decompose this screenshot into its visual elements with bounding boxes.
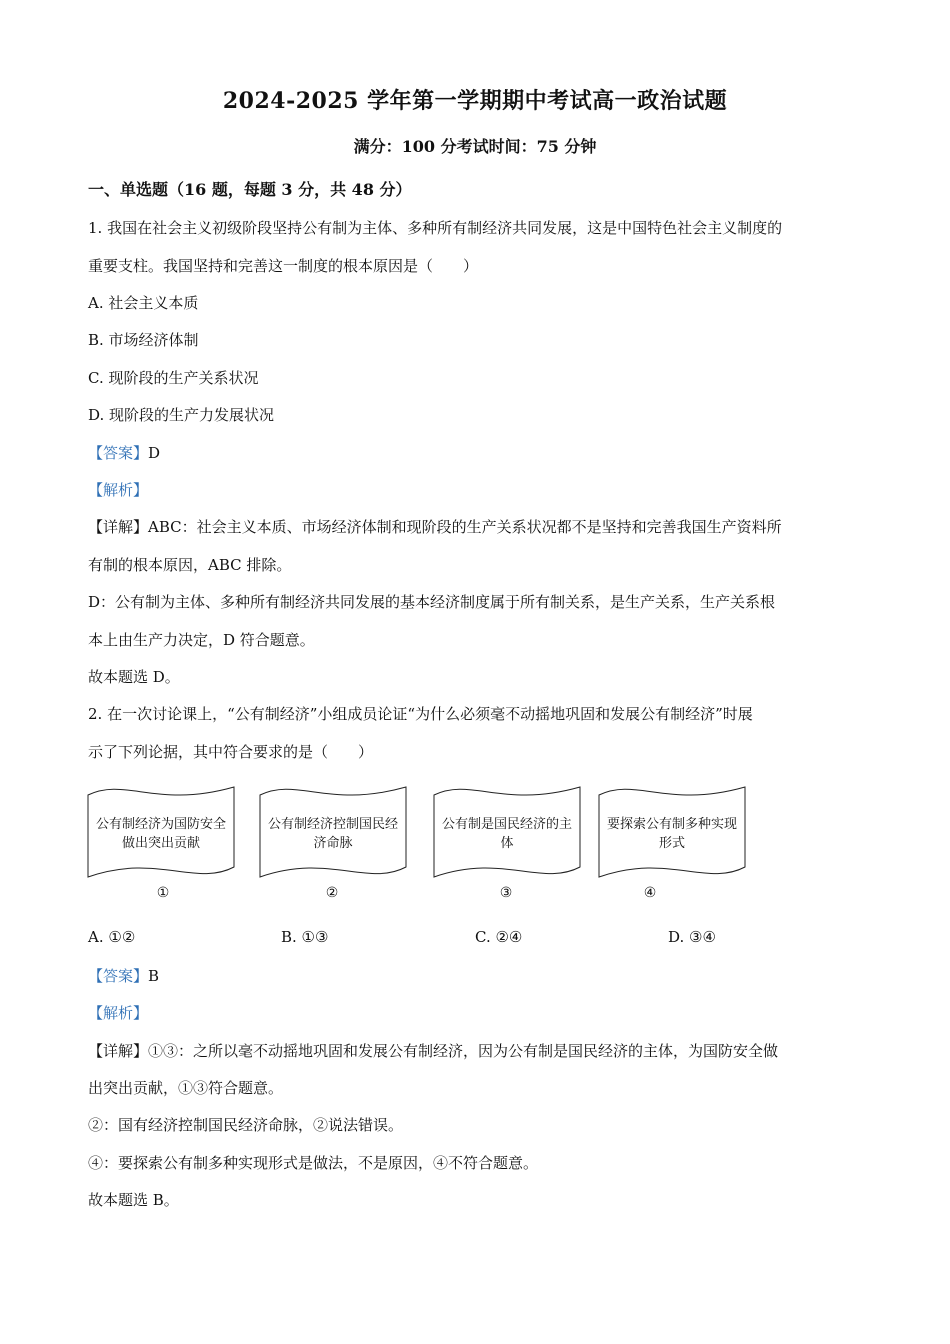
- q2-analysis-tag: 【解析】: [88, 1004, 149, 1022]
- q2-option-b: B. ①③: [281, 928, 329, 946]
- page-title: 2024-2025 学年第一学期期中考试高一政治试题: [222, 88, 728, 114]
- q1-detail-line3: D：公有制为主体、多种所有制经济共同发展的基本经济制度属于所有制关系，是生产关系，生产关系根: [88, 593, 776, 611]
- q1-conclusion: 故本题选 D。: [88, 668, 180, 686]
- card-number-3: ③: [499, 885, 513, 901]
- q2-stem-line2: 示了下列论据，其中符合要求的是（ ）: [88, 743, 374, 761]
- q2-detail-line3: ②：国有经济控制国民经济命脉，②说法错误。: [88, 1116, 404, 1134]
- answer-tag: 【答案】: [88, 444, 149, 462]
- q1-stem-line2: 重要支柱。我国坚持和完善这一制度的根本原因是（ ）: [88, 257, 479, 275]
- card-number-2: ②: [325, 885, 339, 901]
- q1-option-b: B. 市场经济体制: [88, 331, 199, 349]
- answer-tag: 【答案】: [88, 967, 149, 985]
- answer-value: B: [148, 967, 160, 985]
- detail-text: ABC：社会主义本质、市场经济体制和现阶段的生产关系状况都不是坚持和完善我国生产资料所: [148, 518, 782, 536]
- q1-detail-line1: [88, 516, 878, 538]
- detail-text: ①③：之所以毫不动摇地巩固和发展公有制经济，因为公有制是国民经济的主体，为国防安全做: [148, 1042, 779, 1060]
- q1-option-d: D. 现阶段的生产力发展状况: [88, 406, 275, 424]
- q1-answer: [88, 442, 878, 464]
- q1-stem-line1: 1. 我国在社会主义初级阶段坚持公有制为主体、多种所有制经济共同发展，这是中国特色社会主义制度的: [88, 219, 783, 237]
- q1-detail-line4: 本上由生产力决定，D 符合题意。: [88, 631, 315, 649]
- q2-detail-line2: 出突出贡献，①③符合题意。: [88, 1079, 284, 1097]
- q2-detail-line1: [88, 1040, 878, 1062]
- detail-tag: 【详解】: [88, 518, 149, 536]
- exam-info: 满分：100 分考试时间：75 分钟: [353, 137, 597, 156]
- detail-tag: 【详解】: [88, 1042, 149, 1060]
- q1-option-a: A. 社会主义本质: [88, 294, 199, 312]
- q2-option-c: C. ②④: [475, 928, 523, 946]
- q2-conclusion: 故本题选 B。: [88, 1191, 179, 1209]
- q2-option-d: D. ③④: [668, 928, 716, 946]
- argument-card-2: [258, 781, 408, 885]
- card-number-4: ④: [643, 885, 657, 901]
- q1-detail-line2: 有制的根本原因，ABC 排除。: [88, 556, 292, 574]
- argument-card-1: [86, 781, 236, 885]
- answer-value: D: [148, 444, 161, 462]
- q1-option-c: C. 现阶段的生产关系状况: [88, 369, 259, 387]
- q2-detail-line4: ④：要探索公有制多种实现形式是做法，不是原因，④不符合题意。: [88, 1154, 539, 1172]
- card-number-1: ①: [156, 885, 170, 901]
- q1-analysis-tag: 【解析】: [88, 481, 149, 499]
- q2-stem-line1: 2. 在一次讨论课上，“公有制经济”小组成员论证“为什么必须毫不动摇地巩固和发展公有制经济”时展: [88, 705, 753, 723]
- card-text: 要探索公有制多种实现形式: [606, 817, 737, 851]
- section-heading: 一、单选题（16 题，每题 3 分，共 48 分）: [88, 180, 412, 199]
- q2-option-a: A. ①②: [88, 928, 136, 946]
- argument-card-4: [597, 781, 747, 885]
- argument-card-3: [432, 781, 582, 885]
- q2-answer: [88, 965, 878, 987]
- card-text: 公有制经济为国防安全做出突出贡献: [95, 817, 226, 851]
- card-text: 公有制是国民经济的主体: [441, 817, 572, 851]
- card-text: 公有制经济控制国民经济命脉: [267, 817, 398, 851]
